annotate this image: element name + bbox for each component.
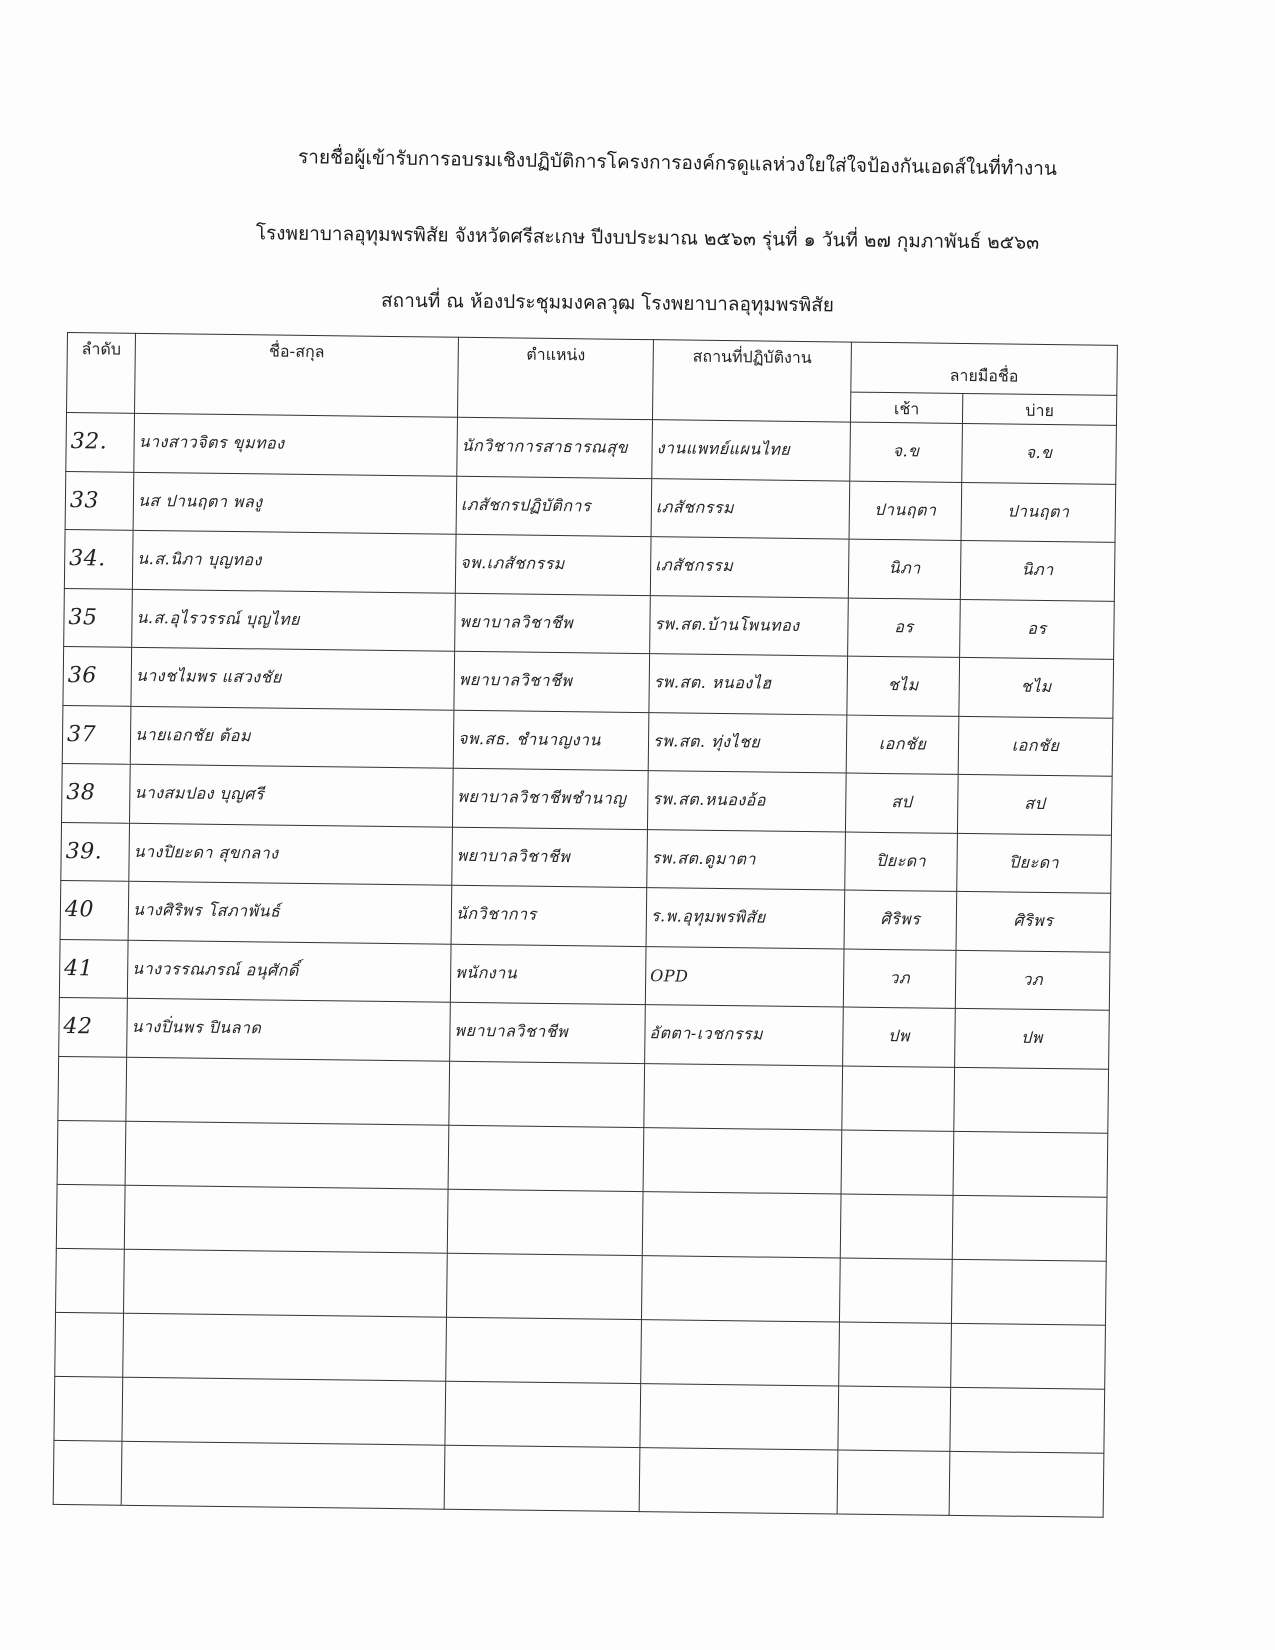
signature-afternoon: ศิริพร — [956, 891, 1111, 951]
empty-cell — [951, 1259, 1106, 1325]
row-number: 41 — [59, 939, 128, 998]
attendee-workplace: รพ.สต.บ้านโพนทอง — [650, 595, 849, 656]
empty-cell — [642, 1191, 841, 1257]
empty-cell — [53, 1440, 122, 1505]
empty-cell — [839, 1258, 952, 1323]
signature-afternoon: วภ — [955, 950, 1110, 1010]
col-header-name: ชื่อ-สกุล — [135, 333, 459, 417]
attendee-position: พนักงาน — [450, 944, 646, 1005]
row-number: 36 — [63, 646, 132, 705]
attendee-workplace: เภสัชกรรม — [651, 478, 850, 539]
attendee-name: น.ส.นิภา บุญทอง — [132, 530, 456, 592]
signature-afternoon: ปพ — [955, 1008, 1110, 1068]
attendee-name: นายเอกชัย ต้อม — [130, 706, 454, 768]
row-number: 40 — [60, 880, 129, 939]
row-number: 37 — [62, 705, 131, 764]
signature-morning: เอกชัย — [846, 715, 959, 775]
empty-cell — [58, 1056, 127, 1121]
col-header-position: ตำแหน่ง — [457, 337, 653, 419]
signature-afternoon: เอกชัย — [958, 716, 1113, 776]
empty-cell — [121, 1441, 445, 1509]
empty-cell — [639, 1447, 838, 1513]
empty-cell — [124, 1185, 448, 1253]
row-number: 39. — [61, 822, 130, 881]
attendee-name: นางปิยะดา สุขกลาง — [129, 823, 453, 885]
attendee-position: พยาบาลวิชาชีพ — [450, 1002, 646, 1063]
attendee-workplace: รพ.สต.หนองอ้อ — [647, 771, 846, 832]
attendee-position: จพ.สธ. ชำนาญงาน — [453, 710, 649, 771]
attendee-workplace: อัตตา-เวชกรรม — [645, 1005, 844, 1066]
document-subtitle: โรงพยาบาลอุทุมพรพิสัย จังหวัดศรีสะเกษ ปีงบประมาณ ๒๕๖๓ รุ่นที่ ๑ วันที่ ๒๗ กุมภาพันธ์ ๒๕๖๓ — [255, 222, 1040, 254]
empty-cell — [446, 1253, 642, 1319]
attendee-workplace: รพ.สต. หนองไฮ — [649, 654, 848, 715]
row-number: 32. — [66, 413, 135, 472]
empty-cell — [445, 1381, 641, 1447]
signature-afternoon: ปิยะดา — [957, 833, 1112, 893]
signature-morning: อร — [848, 598, 961, 658]
empty-cell — [122, 1377, 446, 1445]
empty-cell — [56, 1184, 125, 1249]
empty-cell — [641, 1255, 840, 1321]
empty-cell — [123, 1313, 447, 1381]
attendee-workplace: ร.พ.อุทุมพรพิสัย — [646, 888, 845, 949]
col-header-signature: ลายมือชื่อ — [851, 342, 1118, 395]
attendance-table-wrapper — [52, 332, 1147, 1575]
signature-afternoon: สป — [957, 774, 1112, 834]
empty-cell — [56, 1248, 125, 1313]
empty-cell — [838, 1386, 951, 1451]
signature-afternoon: ปานฤตา — [961, 482, 1116, 542]
attendee-workplace: งานแพทย์แผนไทย — [652, 420, 851, 481]
empty-cell — [952, 1195, 1107, 1261]
attendee-position: พยาบาลวิชาชีพชำนาญ — [452, 768, 648, 829]
attendee-position: เภสัชกรปฏิบัติการ — [456, 476, 652, 537]
attendee-name: นางปิ่นพร ปินลาด — [127, 998, 451, 1060]
empty-cell — [449, 1061, 645, 1127]
empty-cell — [125, 1121, 449, 1189]
attendee-position: นักวิชาการ — [451, 885, 647, 946]
col-header-workplace: สถานที่ปฏิบัติงาน — [652, 340, 851, 422]
empty-cell — [54, 1376, 123, 1441]
col-header-morning: เช้า — [850, 392, 962, 423]
row-number: 34. — [64, 529, 133, 588]
attendee-workplace: เภสัชกรรม — [650, 537, 849, 598]
attendee-position: พยาบาลวิชาชีพ — [455, 593, 651, 654]
signature-morning: วภ — [843, 949, 956, 1009]
col-header-no: ลำดับ — [67, 333, 136, 414]
empty-cell — [447, 1189, 643, 1255]
attendee-name: นางสมปอง บุญศรี — [130, 764, 454, 826]
signature-morning: ปิยะดา — [845, 832, 958, 892]
empty-cell — [949, 1451, 1104, 1517]
row-number: 38 — [62, 763, 131, 822]
attendee-name: นางวรรณภรณ์ อนุศักดิ์ — [127, 940, 451, 1002]
attendee-workplace: รพ.สต. ทุ่งไชย — [648, 712, 847, 773]
signature-morning: ปานฤตา — [849, 481, 962, 541]
row-number: 33 — [65, 471, 134, 530]
empty-cell — [446, 1317, 642, 1383]
empty-cell — [953, 1131, 1108, 1197]
empty-cell — [840, 1194, 953, 1259]
document-title: รายชื่อผู้เข้ารับการอบรมเชิงปฏิบัติการโครงการองค์กรดูแลห่วงใยใส่ใจป้องกันเอดส์ในที่ทำงาน — [297, 146, 1058, 180]
row-number: 42 — [59, 997, 128, 1056]
empty-cell — [841, 1130, 954, 1195]
empty-cell — [448, 1125, 644, 1191]
empty-cell — [951, 1323, 1106, 1389]
empty-cell — [640, 1383, 839, 1449]
attendee-position: จพ.เภสัชกรรม — [455, 534, 651, 595]
document-venue: สถานที่ ณ ห้องประชุมมงคลวุฒ โรงพยาบาลอุทุมพรพิสัย — [380, 289, 835, 317]
signature-afternoon: นิภา — [960, 540, 1115, 600]
attendee-workplace: รพ.สต.ดูมาตา — [647, 829, 846, 890]
attendee-position: พยาบาลวิชาชีพ — [454, 651, 650, 712]
empty-cell — [55, 1312, 124, 1377]
signature-morning: จ.ข — [850, 422, 963, 482]
empty-cell — [643, 1127, 842, 1193]
attendee-name: นางสาวจิตร ขุมทอง — [134, 413, 458, 475]
col-header-afternoon: บ่าย — [962, 393, 1116, 425]
empty-cell — [839, 1322, 952, 1387]
signature-morning: ศิริพร — [844, 890, 957, 950]
signature-afternoon: ชไม — [959, 657, 1114, 717]
signature-morning: สป — [845, 773, 958, 833]
attendee-name: น.ส.อุไรวรรณ์ บุญไทย — [132, 589, 456, 651]
attendee-position: นักวิชาการสาธารณสุข — [457, 417, 653, 478]
signature-morning: ชไม — [847, 656, 960, 716]
empty-cell — [644, 1063, 843, 1129]
attendee-name: นางศิริพร โสภาพันธ์ — [128, 881, 452, 943]
attendance-table — [53, 332, 1118, 1517]
empty-cell — [124, 1249, 448, 1317]
empty-cell — [444, 1445, 640, 1511]
empty-cell — [954, 1067, 1109, 1133]
attendee-position: พยาบาลวิชาชีพ — [452, 827, 648, 888]
empty-cell — [837, 1450, 950, 1515]
signature-afternoon: จ.ข — [962, 423, 1117, 483]
empty-cell — [842, 1066, 955, 1131]
signature-morning: ปพ — [843, 1007, 956, 1067]
row-number: 35 — [64, 588, 133, 647]
signature-afternoon: อร — [960, 599, 1115, 659]
attendee-name: นส ปานฤตา พลงู — [133, 472, 457, 534]
empty-cell — [57, 1120, 126, 1185]
signature-morning: นิภา — [848, 539, 961, 599]
attendee-name: นางชไมพร แสวงชัย — [131, 647, 455, 709]
attendee-workplace: OPD — [645, 946, 844, 1007]
empty-table-row — [53, 1440, 1104, 1517]
attendance-rows — [53, 413, 1116, 1517]
empty-cell — [641, 1319, 840, 1385]
empty-cell — [126, 1057, 450, 1125]
empty-cell — [950, 1387, 1105, 1453]
